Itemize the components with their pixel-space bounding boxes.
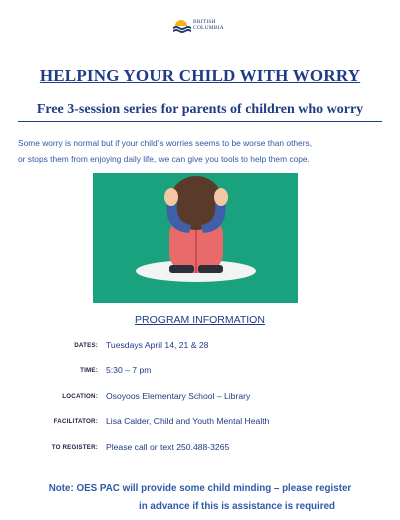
page-subtitle: Free 3-session series for parents of children who worry bbox=[36, 102, 364, 117]
facilitator-label: FACILITATOR: bbox=[53, 418, 98, 425]
location-label: LOCATION: bbox=[62, 393, 98, 400]
worried-child-icon bbox=[93, 173, 298, 303]
program-row-time bbox=[0, 365, 400, 379]
location-value: Osoyoos Elementary School – Library bbox=[106, 391, 251, 401]
register-value: Please call or text 250.488-3265 bbox=[106, 442, 230, 452]
worried-child-illustration bbox=[93, 173, 298, 303]
facilitator-value: Lisa Calder, Child and Youth Mental Health bbox=[106, 416, 270, 426]
time-label: TIME: bbox=[80, 367, 98, 374]
logo-line2: COLUMBIA bbox=[193, 25, 224, 31]
time-value: 5:30 – 7 pm bbox=[106, 365, 152, 375]
dates-value: Tuesdays April 14, 21 & 28 bbox=[106, 340, 209, 350]
bc-logo bbox=[171, 15, 231, 39]
intro-line1: Some worry is normal but if your child’s worries seems to be worse than others, bbox=[18, 138, 313, 148]
logo-line1: BRITISH bbox=[193, 19, 216, 25]
bc-sun-icon bbox=[171, 15, 191, 37]
child-minding-note bbox=[0, 480, 400, 516]
dates-label: DATES: bbox=[74, 342, 98, 349]
program-row-register bbox=[0, 442, 400, 456]
note-line1: Note: OES PAC will provide some child minding – please register bbox=[48, 483, 352, 494]
intro-line2: or stops them from enjoying daily life, we can give you tools to help them cope. bbox=[18, 154, 310, 164]
note-line2: in advance if this is assistance is required bbox=[138, 501, 336, 512]
page-title: HELPING YOUR CHILD WITH WORRY bbox=[39, 66, 361, 85]
program-row-location bbox=[0, 391, 400, 405]
program-heading: PROGRAM INFORMATION bbox=[135, 314, 265, 326]
subtitle-divider bbox=[18, 121, 382, 122]
register-label: TO REGISTER: bbox=[51, 444, 98, 451]
intro-paragraph bbox=[18, 135, 386, 167]
program-row-dates bbox=[0, 340, 400, 354]
logo-text bbox=[193, 19, 224, 31]
program-row-facilitator bbox=[0, 416, 400, 430]
